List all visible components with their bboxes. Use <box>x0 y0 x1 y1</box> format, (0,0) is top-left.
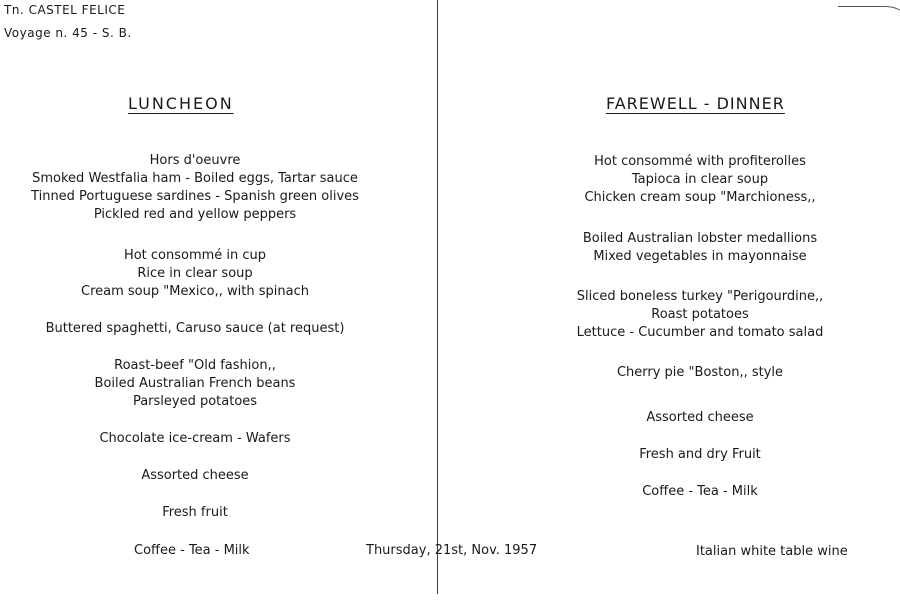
dish-line: Hors d'oeuvre <box>149 153 241 168</box>
dish-line: Boiled Australian lobster medallions <box>582 231 818 246</box>
dinner-course <box>520 230 880 266</box>
luncheon-course <box>0 152 390 224</box>
dish-line: Sliced boneless turkey "Perigourdine,, <box>576 289 824 304</box>
dinner-course <box>520 153 880 207</box>
page-fold-line <box>437 0 438 594</box>
dish-line: Fresh and dry Fruit <box>639 447 761 462</box>
luncheon-course <box>0 467 390 485</box>
luncheon-title: LUNCHEON <box>128 94 234 113</box>
luncheon-menu <box>0 152 390 522</box>
luncheon-course <box>0 357 390 411</box>
dish-line: Roast-beef "Old fashion,, <box>114 358 276 373</box>
luncheon-course <box>0 320 390 338</box>
dinner-course <box>520 288 880 342</box>
dish-line: Boiled Australian French beans <box>94 376 296 391</box>
dish-line: Buttered spaghetti, Caruso sauce (at request) <box>45 321 345 336</box>
dinner-title: FAREWELL - DINNER <box>606 94 785 113</box>
dinner-course <box>520 446 880 464</box>
dish-line: Smoked Westfalia ham - Boiled eggs, Tartar sauce <box>32 171 358 186</box>
dish-line: Lettuce - Cucumber and tomato salad <box>576 325 824 340</box>
luncheon-course <box>0 504 390 522</box>
dish-line: Cream soup "Mexico,, with spinach <box>81 284 309 299</box>
luncheon-beverages: Coffee - Tea - Milk <box>134 543 250 558</box>
luncheon-course <box>0 430 390 448</box>
menu-date: Thursday, 21st, Nov. 1957 <box>366 543 538 558</box>
dish-line: Chicken cream soup "Marchioness,, <box>584 190 816 205</box>
dinner-course <box>520 409 880 427</box>
dinner-course <box>520 364 880 382</box>
dish-line: Tapioca in clear soup <box>631 172 769 187</box>
dinner-wine: Italian white table wine <box>696 544 848 559</box>
dish-line: Roast potatoes <box>651 307 749 322</box>
dish-line: Coffee - Tea - Milk <box>642 484 758 499</box>
dish-line: Chocolate ice-cream - Wafers <box>99 431 291 446</box>
dish-line: Hot consommé in cup <box>123 248 267 263</box>
luncheon-course <box>0 247 390 301</box>
dish-line: Mixed vegetables in mayonnaise <box>593 249 807 264</box>
voyage-number: Voyage n. 45 - S. B. <box>4 26 132 40</box>
dish-line: Fresh fruit <box>162 505 228 520</box>
dish-line: Cherry pie "Boston,, style <box>616 365 784 380</box>
ship-name: Tn. CASTEL FELICE <box>4 3 126 17</box>
dinner-course <box>520 483 880 501</box>
dish-line: Tinned Portuguese sardines - Spanish green olives <box>31 189 359 204</box>
dish-line: Assorted cheese <box>141 468 249 483</box>
dish-line: Hot consommé with profiterolles <box>594 154 806 169</box>
dish-line: Rice in clear soup <box>137 266 253 281</box>
dish-line: Pickled red and yellow peppers <box>93 207 297 222</box>
dish-line: Assorted cheese <box>646 410 754 425</box>
dish-line: Parsleyed potatoes <box>132 394 258 409</box>
dinner-menu <box>520 153 880 501</box>
